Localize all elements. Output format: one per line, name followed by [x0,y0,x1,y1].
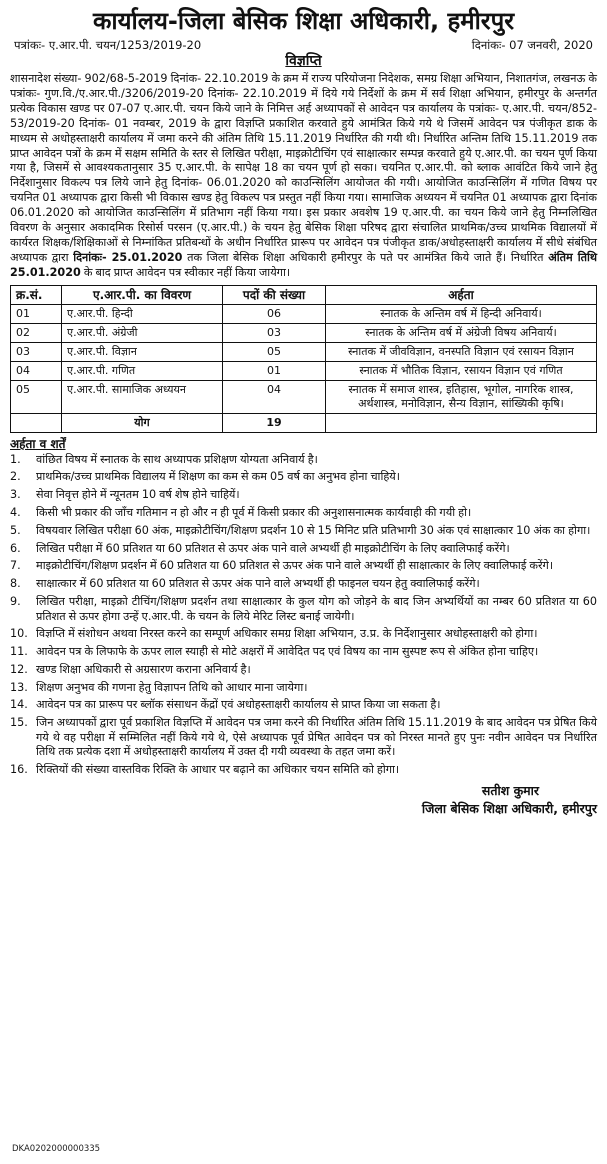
table-row [11,304,597,323]
row-serial: 03 [11,342,62,361]
total-empty-cell [326,413,597,432]
condition-item [10,698,597,713]
notice-date: दिनांकः- 07 जनवरी, 2020 [471,38,593,52]
condition-number: 11. [10,645,28,659]
row-description: ए.आर.पी. विज्ञान [62,342,223,361]
condition-text: लिखित परीक्षा, माइक्रो टीचिंग/शिक्षण प्रदर्शन तथा साक्षात्कार के कुल योग को जोड़ने के बाद जिन अभ्यर्थियों का नम्बर 60 प्रतिशत या 60 प्रतिशत से ऊपर होगा उन्हें ए.आर.पी. के चयन के लिये मेरिट लिस्ट बनाई जायेगी। [36,594,597,623]
header-description: ए.आर.पी. का विवरण [62,285,223,304]
last-date-bold: दिनांकः- 25.01.2020 [73,250,183,264]
office-title: कार्यालय-जिला बेसिक शिक्षा अधिकारी, हमीरपुर [92,7,515,35]
condition-text: खण्ड शिक्षा अधिकारी से अग्रसारण कराना अनिवार्य है। [36,662,251,676]
condition-text: सेवा निवृत्त होने में न्यूनतम 10 वर्ष शेष होने चाहियें। [36,488,240,502]
notice-body [10,72,597,281]
condition-number: 10. [10,627,28,641]
condition-text: विज्ञप्ति में संशोधन अथवा निरस्त करने का सम्पूर्ण अधिकार समग्र शिक्षा अभियान, उ.प्र. के निर्देशानुसार अधोहस्ताक्षरी को होगा। [36,627,538,641]
total-value: 19 [223,413,326,432]
condition-item [10,524,597,539]
condition-number: 1. [10,452,21,466]
row-post-count: 05 [223,342,326,361]
condition-item [10,470,597,485]
row-post-count: 03 [223,323,326,342]
condition-item [10,663,597,678]
condition-text: साक्षात्कार में 60 प्रतिशत या 60 प्रतिशत से ऊपर अंक पाने वाले अभ्यर्थी ही फाइनल चयन हेतु क्वालिफाई करेंगे। [36,577,480,591]
condition-text: रिक्तियों की संख्या वास्तविक रिक्ति के आधार पर बढ़ाने का अधिकार चयन समिति को होगा। [36,763,400,777]
condition-item [10,453,597,468]
row-serial: 01 [11,304,62,323]
condition-item [10,577,597,592]
notice-page [0,6,607,1164]
condition-number: 14. [10,698,28,712]
condition-item [10,645,597,660]
conditions-title: अर्हता व शर्तें [10,436,66,451]
reference-line [14,38,593,53]
conditions-list [10,453,597,778]
row-serial: 02 [11,323,62,342]
condition-text: आवेदन पत्र का प्रारूप पर ब्लॉक संसाधन केंद्रों एवं अधोहस्ताक्षरी कार्यालय से प्राप्त किया जा सकता है। [36,698,441,712]
row-post-count: 01 [223,361,326,380]
notice-heading: विज्ञप्ति [285,53,322,69]
row-eligibility: स्नातक में समाज शास्त्र, इतिहास, भूगोल, नागरिक शास्त्र, अर्थशास्त्र, मनोविज्ञान, सैन्य विज्ञान, सांख्यिकी कृषि। [326,380,597,413]
condition-text: शिक्षण अनुभव की गणना हेतु विज्ञापन तिथि को आधार माना जायेगा। [36,680,308,694]
posts-table [10,285,597,433]
condition-item [10,681,597,696]
condition-item [10,627,597,642]
condition-item [10,763,597,778]
total-label: योग [62,413,223,432]
body-text-part-1: शासनादेश संख्या- 902/68-5-2019 दिनांक- 22.10.2019 के क्रम में राज्य परियोजना निदेशक, समग्र शिक्षा अभियान, निशातगंज, लखनऊ के पत्रांकः- गुण.वि./ए.आर.पी./3206/2019-20 दिनांक- 22.10.2019 में दिये गये निर्देशों के क्रम में सर्व शिक्षा अभियान, हमीरपुर के अन्तर्गत प्रत्येक विकास खण्ड पर 07-07 ए.आर.पी. चयन किये जाने के निमित्त अर्ह अध्यापकों से आवेदन पत्र कार्यालय के पत्रांकः- ए.आर.पी. चयन/852-53/2019-20 दिनांक- 01 नवम्बर, 2019 के द्वारा विज्ञप्ति प्रकाशित करवाते हुये आमंत्रित किये गये थे जिसमें आवेदन पत्र पंजीकृत डाक के माध्यम से अधोहस्ताक्षरी कार्यालय में जमा करने की अंतिम तिथि 15.11.2019 निर्धारित की गयी थी। निर्धारित अन्तिम तिथि 15.11.2019 तक प्राप्त आवेदन पत्रों के क्रम में सक्षम समिति के स्तर से लिखित परीक्षा, माइक्रोटीचिंग एवं साक्षात्कार सम्पन्न करवाते हुये ए.आर.पी. का चयन पूर्ण किया गया है, जिसमें से आवश्यकतानुसार 35 ए.आर.पी. के सापेक्ष 18 का चयन पूर्ण हो सका। चयनित ए.आर.पी. को ब्लाक आवंटित किये जाने हेतु निर्देशानुसार विकल्प पत्र लिये जाने हेतु दिनांक- 06.01.2020 को काउन्सिलिंग आयोजत की गयी। आयोजित काउन्सिलिंग में गणित विषय पर चयनित 01 अध्यापक द्वारा किसी भी विकास खण्ड हेतु विकल्प पत्र प्रस्तुत नहीं किया गया। सामाजिक अध्ययन में चयनित 01 अध्यापक द्वारा दिनांक 06.01.2020 को आयोजित काउन्सिलिंग में प्रतिभाग नहीं किया गया। इस प्रकार अवशेष 19 ए.आर.पी. का चयन किये जाने हेतु निम्नलिखित विवरण के अनुसार अकादमिक रिसोर्स परसन (ए.आर.पी.) के चयन हेतु बेसिक शिक्षा परिषद द्वारा संचालित प्राथमिक/उच्च प्राथमिक विद्यालयों में कार्यरत शिक्षक/शिक्षिकाओं से निम्नांकित प्रतिबन्धों के अधीन निर्धारित प्रारूप पर आवेदन पत्र पंजीकृत डाक/अधोहस्ताक्षरी कार्यालय में सीधे संबंधित अध्यापक द्वारा [10,72,597,264]
condition-number: 9. [10,594,21,608]
row-post-count: 06 [223,304,326,323]
footer-code: DKA0202000000335 [12,1144,101,1154]
condition-item [10,595,597,624]
signature-block [10,782,597,818]
row-post-count: 04 [223,380,326,413]
table-row [11,323,597,342]
condition-number: 2. [10,470,21,484]
condition-text: जिन अध्यापकों द्वारा पूर्व प्रकाशित विज्ञप्ति में आवेदन पत्र जमा करने की निर्धारित अंतिम तिथि 15.11.2019 के बाद आवेदन पत्र प्रेषित किये गये थे वह परीक्षा में सम्मिलित नहीं किये गये थे, ऐसे अध्यापक पूर्व प्रेषित आवेदन पत्र को निरस्त मानते हुए पुनः नवीन आवेदन पत्र निर्धारित तिथि तक प्रत्येक दशा में अधोहस्ताक्षरी कार्यालय में उक्त दी गयी व्यवस्था के तहत जमा करें। [36,716,597,759]
condition-text: विषयवार लिखित परीक्षा 60 अंक, माइक्रोटीचिंग/शिक्षण प्रदर्शन 10 से 15 मिनिट प्रति प्रतिभागी 30 अंक एवं साक्षात्कार 10 अंक का होगा। [36,523,591,537]
condition-text: लिखित परीक्षा में 60 प्रतिशत या 60 प्रतिशत से ऊपर अंक पाने वाले अभ्यर्थी ही माइक्रोटीचिंग के लिए क्वालिफाई करेंगे। [36,541,510,555]
row-serial: 05 [11,380,62,413]
condition-text: प्राथमिक/उच्च प्राथमिक विद्यालय में शिक्षण का कम से कम 05 वर्ष का अनुभव होना चाहिये। [36,470,401,484]
condition-number: 7. [10,559,21,573]
condition-number: 4. [10,506,21,520]
total-empty-cell [11,413,62,432]
condition-item [10,506,597,521]
condition-number: 15. [10,716,28,730]
signatory-name: सतीश कुमार [481,782,539,798]
row-eligibility: स्नातक के अन्तिम वर्ष में अंग्रेजी विषय अनिवार्य। [326,323,597,342]
row-description: ए.आर.पी. अंग्रेजी [62,323,223,342]
condition-item [10,559,597,574]
table-header-row [11,285,597,304]
condition-item [10,542,597,557]
row-description: ए.आर.पी. गणित [62,361,223,380]
signatory-designation: जिला बेसिक शिक्षा अधिकारी, हमीरपुर [421,800,597,816]
condition-text: वांछित विषय में स्नातक के साथ अध्यापक प्रशिक्षण योग्यता अनिवार्य है। [36,452,318,466]
table-row [11,342,597,361]
condition-item [10,716,597,760]
table-row [11,380,597,413]
row-eligibility: स्नातक के अन्तिम वर्ष में हिन्दी अनिवार्य। [326,304,597,323]
header-serial: क्र.सं. [11,285,62,304]
condition-number: 6. [10,541,21,555]
condition-item [10,488,597,503]
body-text-part-2: तक जिला बेसिक शिक्षा अधिकारी हमीरपुर के पते पर आमंत्रित किये जाते हैं। निर्धारित [187,250,544,264]
condition-text: आवेदन पत्र के लिफाफे के ऊपर लाल स्याही से मोटे अक्षरों में आवेदित पद एवं विषय का नाम सुस्पष्ट रूप से अंकित होना चाहिए। [36,645,539,659]
condition-text: माइक्रोटीचिंग/शिक्षण प्रदर्शन में 60 प्रतिशत या 60 प्रतिशत से ऊपर अंक पाने वाले अभ्यर्थी ही साक्षात्कार के लिए क्वालिफाई करेंगे। [36,559,554,573]
header-eligibility: अर्हता [326,285,597,304]
table-row [11,361,597,380]
row-serial: 04 [11,361,62,380]
table-total-row [11,413,597,432]
condition-number: 5. [10,523,21,537]
row-description: ए.आर.पी. हिन्दी [62,304,223,323]
condition-number: 13. [10,680,28,694]
final-date-bold: अंतिम तिथि 25.01.2020 [10,250,598,279]
row-eligibility: स्नातक में भौतिक विज्ञान, रसायन विज्ञान एवं गणित [326,361,597,380]
condition-text: किसी भी प्रकार की जाँच गतिमान न हो और न ही पूर्व में किसी प्रकार की अनुशासनात्मक कार्यवाही की गयी हो। [36,506,472,520]
reference-number: पत्रांकः- ए.आर.पी. चयन/1253/2019-20 [14,38,202,52]
table-body [11,304,597,413]
row-eligibility: स्नातक में जीवविज्ञान, वनस्पति विज्ञान एवं रसायन विज्ञान [326,342,597,361]
condition-number: 12. [10,662,28,676]
condition-number: 8. [10,577,21,591]
row-description: ए.आर.पी. सामाजिक अध्ययन [62,380,223,413]
body-text-part-3: के बाद प्राप्त आवेदन पत्र स्वीकार नहीं किया जायेगा। [83,265,291,279]
condition-number: 3. [10,488,21,502]
condition-number: 16. [10,763,28,777]
header-post-count: पदों की संख्या [223,285,326,304]
